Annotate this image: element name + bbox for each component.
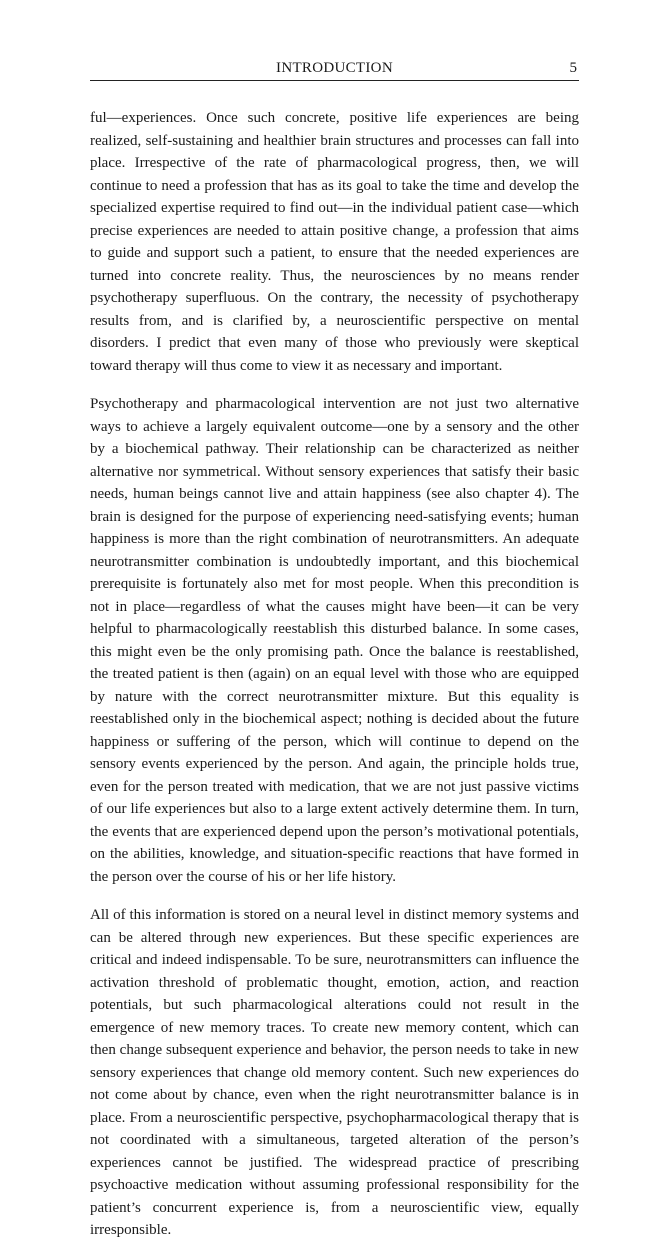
running-header [90,60,579,80]
paragraph-2: Psychotherapy and pharmacological intervention are not just two alternative ways to achieve a largely equivalent outcome—one by a sensory and the other by a biochemical pathway. Their relationship can be characterized as neither alternative nor symmetrical. Without sensory experiences that satisfy their basic needs, human beings cannot live and attain happiness (see also chapter 4). The brain is designed for the purpose of experiencing need-satisfying events; human happiness is more than the right combination of neurotransmitters. An adequate neurotransmitter combination is undoubtedly important, and this biochemical prerequisite is fortunately also met for most people. When this precondition is not in place—regardless of what the causes might have been—it can be very helpful to pharmacologically reestablish this disturbed balance. In some cases, this might even be the only promising path. Once the balance is reestablished, the treated patient is then (again) on an equal level with those who are equipped by nature with the correct neurotransmitter mixture. But this equality is reestablished only in the biochemical aspect; nothing is decided about the future happiness or suffering of the person, which will continue to depend on the sensory events experienced by the person. And again, the principle holds true, even for the person treated with medication, that we are not just passive victims of our life experiences but also to a large extent actively determine them. In turn, the events that are experienced depend upon the person’s motivational potentials, on the abilities, knowledge, and situation-specific reactions that have formed in the person over the course of his or her life history. [90,396,579,885]
page-number: 5 [569,60,577,76]
header-divider [90,80,579,81]
running-header-title: INTRODUCTION [276,60,393,76]
paragraph-3: All of this information is stored on a neural level in distinct memory systems and can be altered through new experiences. But these specific experiences are critical and indeed indispensable. To be sure, neurotransmitters can influence the activation threshold of problematic thought, emotion, action, and reaction potentials, but such pharmacological alterations could not result in the emergence of new memory traces. To create new memory content, which can then change subsequent experience and behavior, the person needs to take in new sensory experiences that change old memory content. Such new experiences do not come about by chance, even when the right neurotransmitter balance is in place. From a neuroscientific perspective, psychopharmacological therapy that is not coordinated with a simultaneous, targeted alteration of the person’s experiences cannot be justified. The widespread practice of prescribing psychoactive medication without assuming professional responsibility for the patient’s concurrent experience is, from a neuroscientific view, equally irresponsible. [90,907,579,1238]
paragraph-1: ful—experiences. Once such concrete, positive life experiences are being realized, self-sustaining and healthier brain structures and processes can fall into place. Irrespective of the rate of pharmacological progress, then, we will continue to need a profession that has as its goal to take the time and develop the specialized expertise required to find out—in the individual patient case—which precise experiences are needed to attain positive change, a profession that aims to guide and support such a patient, to ensure that the needed experiences are turned into concrete reality. Thus, the neurosciences by no means render psychotherapy superfluous. On the contrary, the necessity of psychotherapy results from, and is clarified by, a neuroscientific perspective on mental disorders. I predict that even many of those who previously were skeptical toward therapy will thus come to view it as necessary and important. [90,110,579,374]
body-text [90,107,579,1258]
